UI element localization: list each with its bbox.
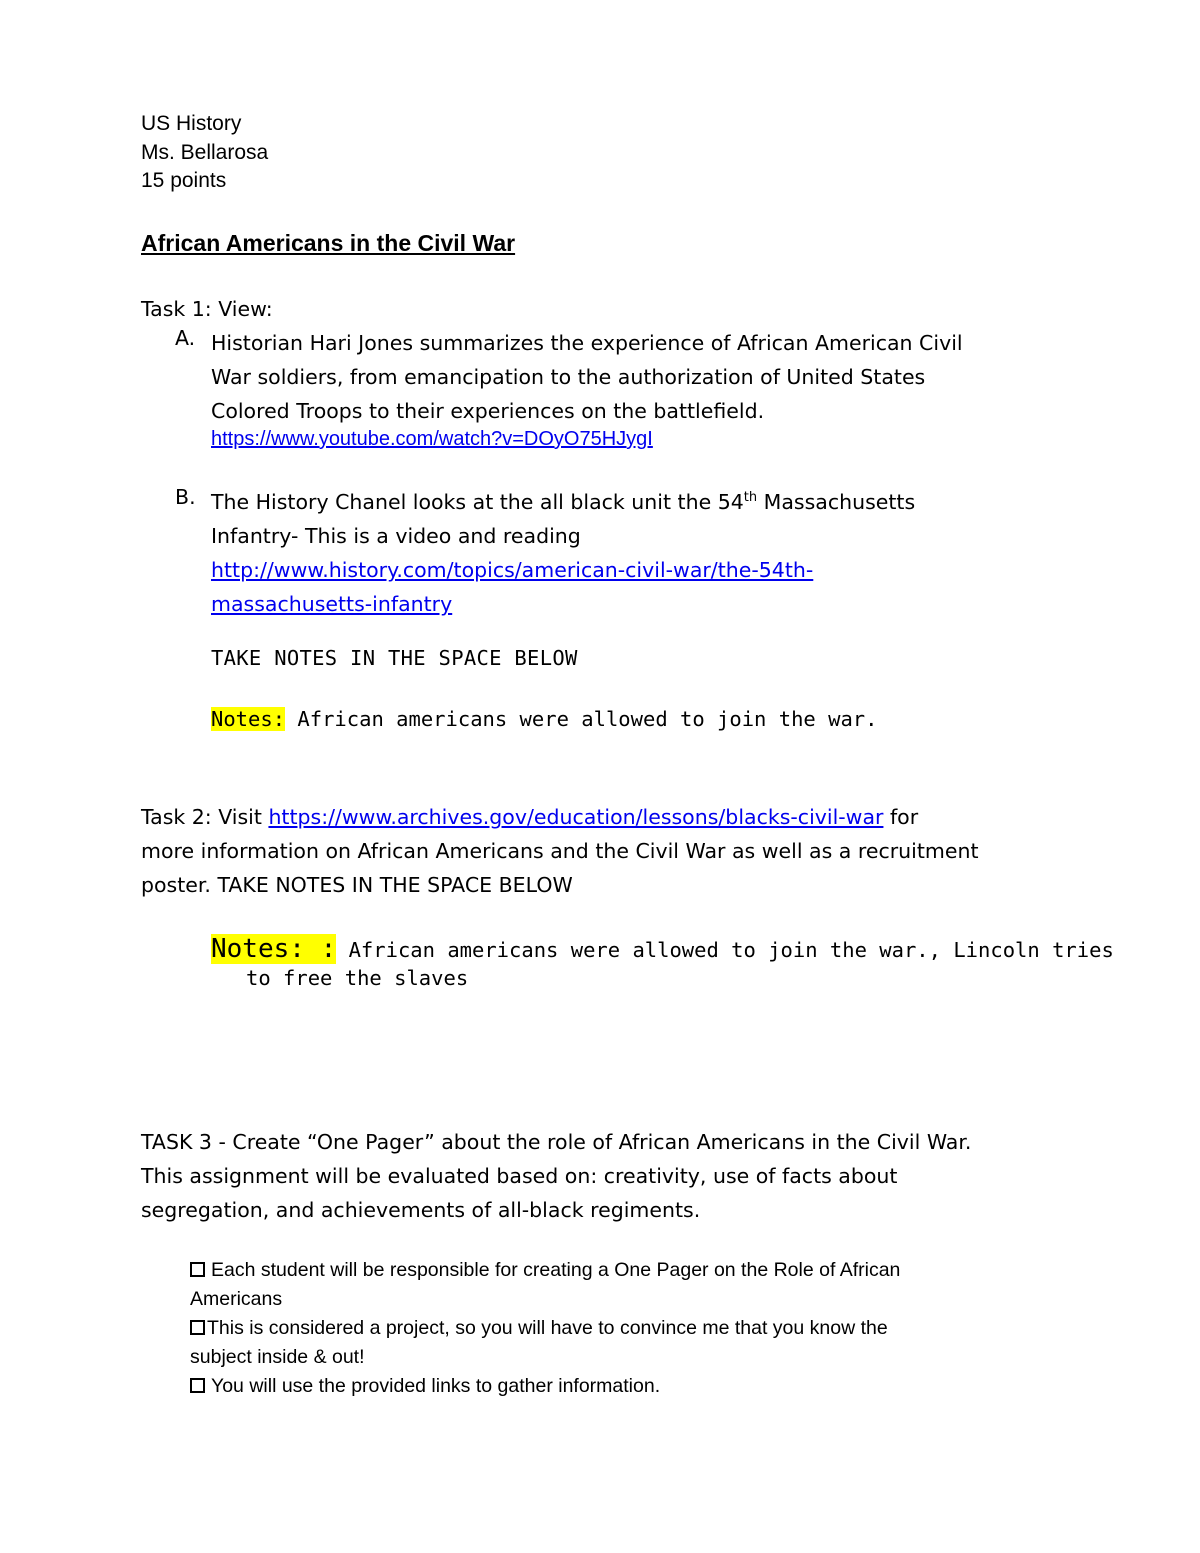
checklist-item-2-cont: subject inside & out!	[190, 1346, 365, 1368]
item-a-line3: Colored Troops to their experiences on the battlefield.	[211, 399, 765, 423]
item-b-link-line2-wrap	[211, 587, 452, 621]
task2-notes-colon: :	[304, 934, 337, 964]
item-b-line2: Infantry- This is a video and reading	[211, 524, 581, 548]
checklist-item-1	[190, 1256, 900, 1285]
archives-link[interactable]: https://www.archives.gov/education/lessons/blacks-civil-war	[268, 805, 884, 829]
item-b-link-line1-wrap	[211, 553, 813, 587]
task2-line3: poster. TAKE NOTES IN THE SPACE BELOW	[141, 873, 573, 897]
item-b-marker: B.	[175, 485, 196, 509]
document-title: African Americans in the Civil War	[141, 230, 516, 256]
task2-notes-label: Notes:	[211, 934, 305, 964]
points-value: 15 points	[141, 169, 227, 192]
task3-line3: segregation, and achievements of all-black regiments.	[141, 1198, 701, 1222]
checklist-item-1-cont: Americans	[190, 1288, 283, 1310]
task2-notes-line2: to free the slaves	[246, 966, 469, 990]
task1-instruction: TAKE NOTES IN THE SPACE BELOW	[211, 646, 578, 670]
course-name: US History	[141, 112, 242, 135]
task2-line1-text: Task 2: Visit	[141, 805, 269, 829]
task3-line1: TASK 3 - Create “One Pager” about the role of African Americans in the Civil War.	[141, 1130, 972, 1154]
checklist-item-1-line1: Each student will be responsible for creating a One Pager on the Role of African	[211, 1259, 901, 1281]
youtube-link[interactable]: https://www.youtube.com/watch?v=DOyO75HJygI	[211, 428, 653, 450]
item-a-line2: War soldiers, from emancipation to the authorization of United States	[211, 365, 926, 389]
item-a-link-wrap	[211, 428, 653, 451]
item-b-line1	[211, 485, 915, 519]
task2-line1-rest: for	[883, 805, 919, 829]
checkbox-1[interactable]	[190, 1262, 205, 1277]
history-link-part1[interactable]: http://www.history.com/topics/american-civil-war/the-54th-	[211, 558, 814, 582]
item-b-line1-text: The History Chanel looks at the all black unit the 54	[211, 490, 744, 514]
task3-line2: This assignment will be evaluated based on: creativity, use of facts about	[141, 1164, 898, 1188]
history-link-part2[interactable]: massachusetts-infantry	[211, 592, 453, 616]
checkbox-2[interactable]	[190, 1320, 205, 1335]
item-b-line1-rest: Massachusetts	[757, 490, 916, 514]
item-a-line1: Historian Hari Jones summarizes the experience of African American Civil	[211, 331, 963, 355]
item-b-superscript: th	[743, 490, 758, 506]
task1-notes	[211, 703, 877, 735]
task1-notes-text: African americans were allowed to join the war.	[285, 707, 878, 731]
task2-line1	[141, 800, 918, 834]
checkbox-3[interactable]	[190, 1378, 205, 1393]
item-a-marker: A.	[175, 326, 196, 350]
checklist-item-3-line1: You will use the provided links to gather information.	[211, 1375, 661, 1397]
checklist-item-2-line1: This is considered a project, so you will have to convince me that you know the	[207, 1317, 888, 1339]
task2-line2: more information on African Americans and the Civil War as well as a recruitment	[141, 839, 979, 863]
task1-heading: Task 1: View:	[141, 297, 273, 321]
task1-notes-label: Notes:	[211, 707, 286, 731]
checklist-item-2	[190, 1314, 888, 1343]
checklist-item-3	[190, 1372, 660, 1401]
task2-notes-line1: African americans were allowed to join the war., Lincoln tries	[336, 938, 1114, 962]
task2-notes	[211, 932, 1114, 969]
teacher-name: Ms. Bellarosa	[141, 141, 269, 164]
